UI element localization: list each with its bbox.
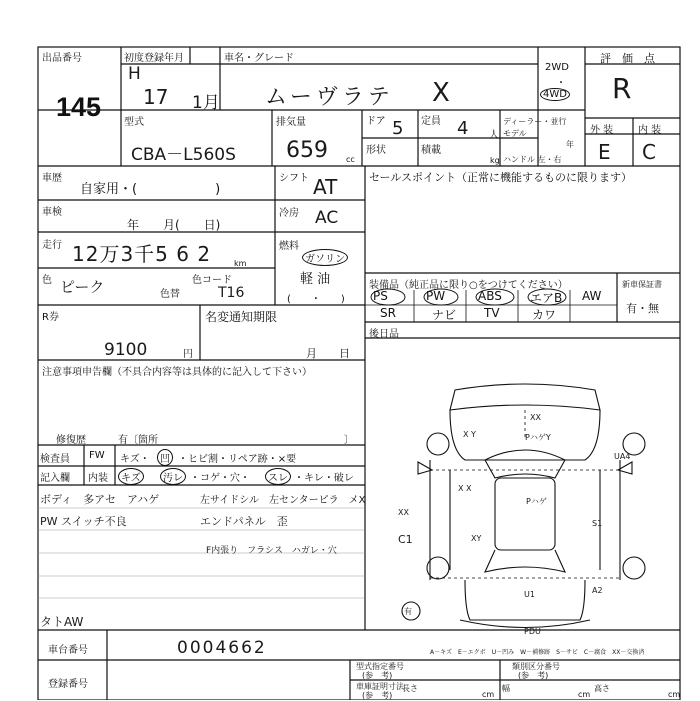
inspection-value: 年 月( 日) xyxy=(127,218,221,232)
warranty-label: 新車保証書 xyxy=(622,280,662,289)
car-name: ムーヴラテ xyxy=(265,85,394,110)
trunk xyxy=(465,580,585,620)
equip-abs: ABS xyxy=(478,289,502,303)
door-label: ドア xyxy=(366,116,386,127)
equip-navi: ナビ xyxy=(432,308,457,322)
class-ref: (参 考) xyxy=(518,671,549,680)
fuel-label: 燃料 xyxy=(279,241,299,252)
mileage-label: 走行 xyxy=(42,240,62,251)
front-bumper xyxy=(450,384,600,410)
wheel-rr xyxy=(623,557,645,579)
repair-label: 修復歴 xyxy=(56,435,86,446)
recolor-label: 色替 xyxy=(160,289,180,300)
drive-2wd: 2WD xyxy=(545,62,569,73)
inspector-label-2: 記入欄 xyxy=(40,473,70,484)
chassis-label: 車台番号 xyxy=(48,645,88,656)
int-label: 内 装 xyxy=(638,125,662,136)
equipment-label: 装備品（純正品に限り○をつけてください） xyxy=(369,280,568,291)
mileage-value: 12万3千5 6 2 xyxy=(72,242,212,266)
len-label: 長さ xyxy=(402,684,418,693)
equip-airbag: エアB xyxy=(530,291,563,305)
mark-spare: 有 xyxy=(404,607,412,616)
capacity: 4 xyxy=(457,118,469,139)
drive-dot: ・ xyxy=(556,78,566,89)
type-label: 型式指定番号 xyxy=(356,662,404,671)
equip-ps: PS xyxy=(373,289,388,303)
doors: 5 xyxy=(392,118,404,139)
inspector-interior: 内装 xyxy=(88,473,108,484)
mark-xx-sill: XX xyxy=(398,508,409,517)
repair-value: 有〔箇所 xyxy=(118,435,158,446)
mark-xy-rear: XY xyxy=(471,534,482,543)
fuel-diesel: 軽 油 xyxy=(300,272,331,287)
wheel-fl xyxy=(427,433,449,455)
km-unit: km xyxy=(234,259,247,268)
capacity-unit: 人 xyxy=(489,130,499,141)
kg-unit: kg xyxy=(490,156,500,165)
inspector-scratch: キズ・ xyxy=(120,454,150,465)
width-cm: cm xyxy=(578,690,591,699)
fuel-gasoline: ガソリン xyxy=(302,249,348,266)
history-label: 車歴 xyxy=(42,173,62,184)
inspector-int-scratch: キズ xyxy=(118,468,144,485)
inspector-dent: 凹 xyxy=(157,449,173,466)
inspector-rest1: ・ヒビ割・リペア跡・×要 xyxy=(178,454,297,465)
inspector-burn: ・コゲ・穴・ xyxy=(190,473,250,484)
fuel-other: ( ・ ) xyxy=(287,294,345,305)
name-label: 車名・グレード xyxy=(224,53,294,64)
mark-xx-left: X X xyxy=(458,484,472,493)
width-label: 幅 xyxy=(502,684,510,693)
tax-value: 月 日 xyxy=(306,347,350,360)
inspector-label-1: 検査員 xyxy=(40,454,70,465)
ext-score: E xyxy=(598,140,611,164)
ac-label: 冷房 xyxy=(279,208,299,219)
len-cm: cm xyxy=(482,690,495,699)
remark-1: ボディ 多アセ アハゲ xyxy=(40,493,160,506)
recycle-value: 9100 xyxy=(104,340,148,360)
room-ref: (参 考) xyxy=(362,691,393,700)
equip-pw: PW xyxy=(426,289,446,303)
room-label: 車庫証明寸法 xyxy=(356,682,404,691)
windshield xyxy=(485,450,565,478)
remark-5: F内張り フラシス ハガレ・穴 xyxy=(206,546,337,556)
shift-label: シフト xyxy=(279,173,309,184)
mark-c1: C1 xyxy=(398,533,413,546)
inspector-stain: 汚レ xyxy=(160,468,186,485)
dealer-label: ディーラー・並行 xyxy=(503,117,567,126)
lot-label: 出品番号 xyxy=(42,53,82,64)
int-score: C xyxy=(642,140,656,164)
height-label: 高さ xyxy=(594,684,610,693)
model-label: 型式 xyxy=(124,117,144,128)
mark-pdu: PDU xyxy=(524,627,541,636)
displacement: 659 xyxy=(286,138,328,163)
equip-sr: SR xyxy=(380,306,396,320)
tax-label: 名変通知期限 xyxy=(205,310,278,324)
color-code-label: 色コード xyxy=(192,275,232,286)
inspector-rub: スレ xyxy=(265,468,291,485)
remark-4: エンドパネル 歪 xyxy=(200,515,288,528)
inspector-tear: ・キレ・破レ xyxy=(294,473,354,484)
load-label: 積載 xyxy=(421,145,441,156)
cc-unit: cc xyxy=(346,155,355,164)
history-value: 自家用・( ) xyxy=(80,182,221,197)
chassis-value: 0004662 xyxy=(177,638,267,658)
rear-window xyxy=(485,550,565,572)
mark-xx-front: XX xyxy=(530,413,541,422)
color-value: ピーク xyxy=(60,278,105,296)
reg-label: 登録番号 xyxy=(48,679,88,690)
ac-value: AC xyxy=(315,208,339,228)
after-items-label: 後日品 xyxy=(369,329,399,340)
mark-xy-front: X Y xyxy=(463,430,476,439)
recycle-label: R券 xyxy=(42,312,59,323)
equip-tv: TV xyxy=(484,306,500,320)
sales-point-label: セールスポイント（正常に機能するものに限ります） xyxy=(369,171,633,184)
color-code: T16 xyxy=(218,285,245,301)
mark-p-hage-roof: Pハゲ xyxy=(526,497,547,506)
reg-month: 1月 xyxy=(192,93,220,113)
remark-6: タトAW xyxy=(40,615,84,629)
first-reg-label: 初度登録年月 xyxy=(124,53,184,64)
class-label: 類別区分番号 xyxy=(512,662,560,671)
recycle-unit: 円 xyxy=(183,349,193,360)
disp-label: 排気量 xyxy=(276,117,306,128)
equip-leather: カワ xyxy=(532,308,557,322)
lot-number: 145 xyxy=(56,92,102,122)
reg-year: 17 xyxy=(143,85,169,109)
capacity-label: 定員 xyxy=(421,116,441,127)
repair-close: 〕 xyxy=(344,435,354,446)
mark-u1: U1 xyxy=(524,590,535,599)
eval-label: 評 価 点 xyxy=(600,52,655,65)
grade: X xyxy=(432,78,450,108)
shape-label: 形状 xyxy=(366,145,386,156)
inspection-label: 車検 xyxy=(42,207,62,218)
handle-label: ハンドル 左・右 xyxy=(503,155,562,164)
ext-label: 外 装 xyxy=(590,125,614,136)
height-cm: cm xyxy=(668,690,681,699)
shift-value: AT xyxy=(313,175,338,199)
mark-s1: S1 xyxy=(592,519,603,528)
notes-label: 注意事項申告欄（不具合内容等は具体的に記入して下さい） xyxy=(42,367,312,378)
mark-p-hage-hood: PハゲY xyxy=(525,433,551,442)
model-year-label: モデル xyxy=(503,129,527,138)
era: H xyxy=(128,64,141,84)
model-code: CBA－L560S xyxy=(131,145,236,165)
drive-4wd: 4WD xyxy=(540,88,570,101)
mark-ua4: UA4 xyxy=(614,452,631,461)
year-label: 年 xyxy=(566,140,574,149)
eval-score: R xyxy=(612,72,632,105)
warranty-value: 有・無 xyxy=(626,302,659,315)
inspector-fw: FW xyxy=(89,450,105,461)
type-ref: (参 考) xyxy=(362,671,393,680)
remark-2: 左サイドシル 左センターピラ メX xyxy=(200,495,366,506)
remark-3: PW スイッチ不良 xyxy=(40,515,127,528)
equip-aw: AW xyxy=(582,289,602,303)
diagram-legend: A－キズ E－エクボ U－凹み W－補修跡 S－サビ C－腐食 XX－交換済 xyxy=(430,649,645,656)
roof xyxy=(495,478,555,550)
color-label: 色 xyxy=(42,275,52,286)
mark-a2: A2 xyxy=(592,586,603,595)
